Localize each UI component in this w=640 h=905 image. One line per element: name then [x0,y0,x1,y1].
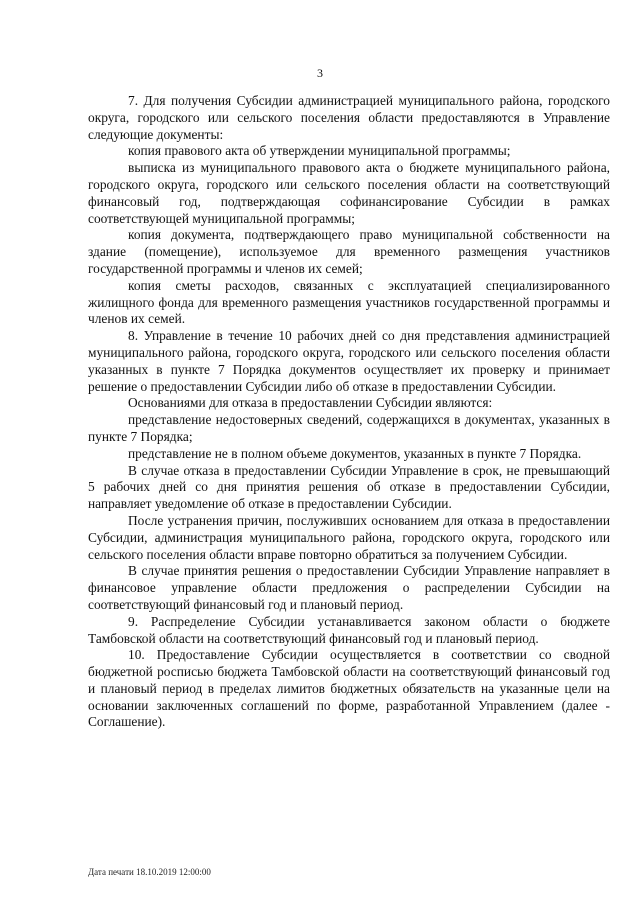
distribution-proposal: В случае принятия решения о предоставлении Субсидии Управление направляет в финансовое управление области предложения о распределении Субсидии на соответствующий финансовый год и плановый период. [88,563,610,612]
paragraph-7-intro: 7. Для получения Субсидии администрацией муниципального района, городского округа, городского или сельского поселения области предоставляются в Управление следующие документы: [88,93,610,142]
refusal-notification: В случае отказа в предоставлении Субсидии Управление в срок, не превышающий 5 рабочих дней со дня принятия решения об отказе в предоставлении Субсидии, направляет уведомление об отказе в предоставлении Субсидии. [88,462,610,512]
paragraph-8: 8. Управление в течение 10 рабочих дней со дня представления администрацией муниципального района, городского округа, городского или сельского поселения области указанных в пункте 7 Порядка документов осуществляет их проверку и принимает решение о предоставлении Субсидии либо об отказе в предоставлении Субсидии. [88,328,610,394]
list-item-program-act: копия правового акта об утверждении муниципальной программы; [128,143,511,159]
reapplication-rule: После устранения причин, послуживших основанием для отказа в предоставлении Субсидии, администрация муниципального района, городского округа, городского или сельского поселения области вправе повторно обратиться за получением Субсидии. [88,512,610,562]
list-item-budget-extract: выписка из муниципального правового акта о бюджете муниципального района, городского округа, городского или сельского поселения области на соответствующий финансовый год, подтверждающая софинансирование Субсидии в рамках соответствующей муниципальной программы; [88,160,610,226]
refusal-ground-false-data: представление недостоверных сведений, содержащихся в документах, указанных в пункте 7 Порядка; [88,412,610,444]
paragraph-10: 10. Предоставление Субсидии осуществляется в соответствии со сводной бюджетной росписью бюджета Тамбовской области на соответствующий финансовый год и плановый период в пределах лимитов бюджетных обязательств на указанные цели на основании заключенных соглашений по форме, разработанной Управлением (далее - Соглашение). [88,647,610,730]
refusal-grounds-heading: Основаниями для отказа в предоставлении Субсидии являются: [128,395,493,411]
print-date-footer: Дата печати 18.10.2019 12:00:00 [88,867,211,877]
paragraph-9: 9. Распределение Субсидии устанавливается законом области о бюджете Тамбовской области на соответствующий финансовый год и плановый период. [88,613,610,646]
document-body [88,93,610,731]
page-number: 3 [317,66,323,80]
list-item-property-document: копия документа, подтверждающего право муниципальной собственности на здание (помещение), используемое для временного размещения участников государственной программы и членов их семей; [88,227,610,276]
list-item-expense-estimate: копия сметы расходов, связанных с эксплуатацией специализированного жилищного фонда для временного размещения участников государственной программы и членов их семей. [88,277,610,327]
refusal-ground-incomplete: представление не в полном объеме документов, указанных в пункте 7 Порядка. [128,445,582,461]
